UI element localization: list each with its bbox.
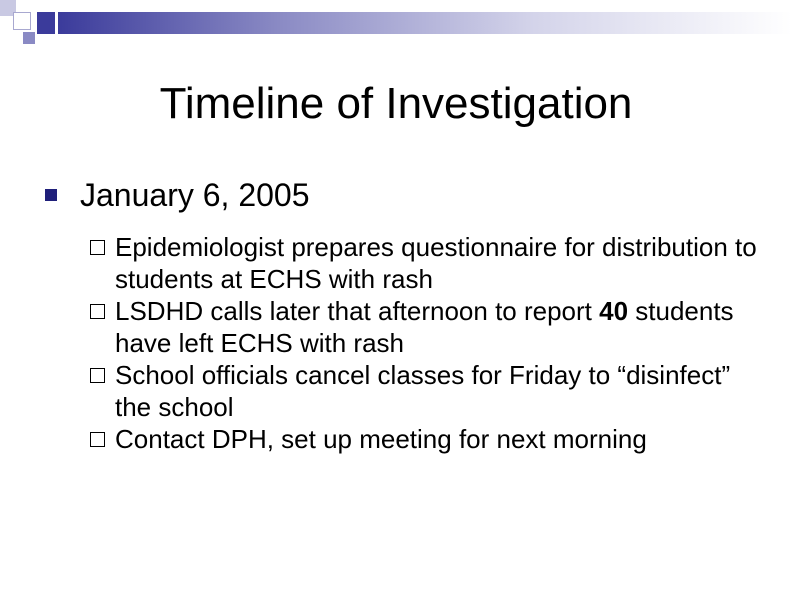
list-item-text: School officials cancel classes for Friday to “disinfect” the school [115,360,731,422]
list-item-text-after: students have left ECHS with rash [115,296,734,358]
decor-square-outline [13,12,31,30]
hollow-square-bullet-icon [90,432,105,447]
date-heading: January 6, 2005 [80,177,310,213]
decor-square-mid [23,32,35,44]
timeline-sublist [90,231,770,455]
hollow-square-bullet-icon [90,368,105,383]
hollow-square-bullet-icon [90,304,105,319]
decor-square-dark [37,12,55,34]
header-gradient-bar [58,12,792,34]
list-item-text: Epidemiologist prepares questionnaire for distribution to students at ECHS with rash [115,232,757,294]
list-item-text-before: LSDHD calls later that afternoon to report [115,296,600,326]
list-item [90,231,770,295]
student-count: 40 [599,296,629,326]
slide-title: Timeline of Investigation [159,79,633,128]
square-bullet-icon [45,189,57,201]
list-item [90,295,770,359]
list-item-text: Contact DPH, set up meeting for next morning [115,424,647,454]
list-item [90,423,770,455]
list-item [90,359,770,423]
hollow-square-bullet-icon [90,240,105,255]
